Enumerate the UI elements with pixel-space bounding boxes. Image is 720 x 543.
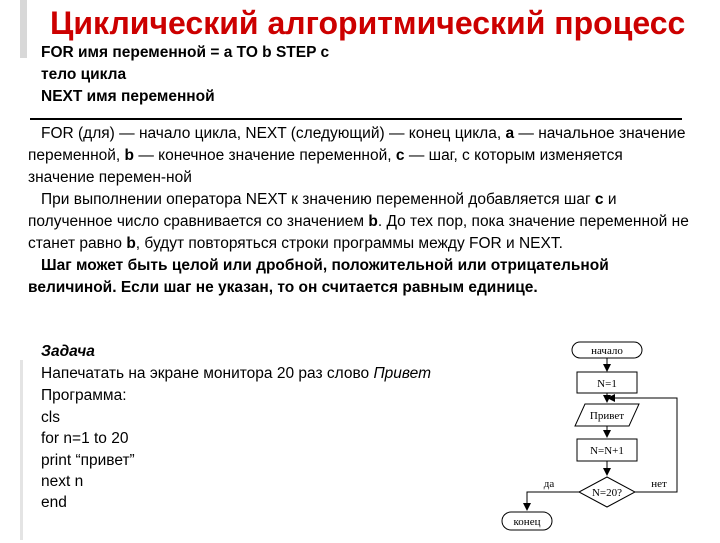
description-paragraph-3: Шаг может быть целой или дробной, положительной или отрицательной величиной. Если шаг не указан, то он считается равным единице.: [28, 257, 609, 296]
description-paragraph-1: FOR (для) — начало цикла, NEXT (следующий) — конец цикла, а — начальное значение переменной, b — конечное значение переменной, с — шаг, с которым изменяется значение перемен-ной: [28, 125, 686, 186]
task-statement: Напечатать на экране монитора 20 раз слово Привет: [41, 365, 432, 382]
description-block: [28, 123, 692, 299]
decor-bar-side: [20, 360, 23, 540]
flow-init-label: N=1: [597, 378, 617, 390]
syntax-line-1: FOR имя переменной = a TO b STEP c: [41, 44, 330, 61]
flow-end-label: конец: [513, 516, 541, 528]
program-label: Программа:: [41, 387, 127, 404]
flowchart-svg: [497, 338, 687, 538]
flow-arrow-yes: [527, 492, 579, 510]
code-line-3: print “привет”: [41, 452, 135, 469]
syntax-line-3: NEXT имя переменной: [41, 88, 215, 105]
task-heading: Задача: [41, 343, 95, 360]
divider-line: [30, 118, 682, 120]
flow-no-label: нет: [651, 478, 667, 490]
flow-condition-label: N=20?: [591, 487, 623, 499]
code-line-2: for n=1 to 20: [41, 430, 129, 447]
flow-output-label: Привет: [589, 410, 625, 422]
description-paragraph-2: При выполнении оператора NEXT к значению переменной добавляется шаг с и полученное число сравнивается со значением b. До тех пор, пока значение переменной не станет равно b, будут повторяться строки программы между FOR и NEXT.: [28, 191, 689, 252]
flow-start-label: начало: [591, 345, 623, 357]
flow-yes-label: да: [543, 478, 555, 490]
code-line-1: cls: [41, 409, 60, 426]
slide-title: Циклический алгоритмический процесс: [50, 5, 686, 41]
code-line-5: end: [41, 494, 67, 511]
code-line-4: next n: [41, 473, 84, 490]
syntax-line-2: тело цикла: [41, 66, 127, 83]
flow-increment-label: N=N+1: [590, 445, 624, 457]
decor-bar-top: [20, 0, 27, 58]
flowchart: [497, 338, 687, 538]
